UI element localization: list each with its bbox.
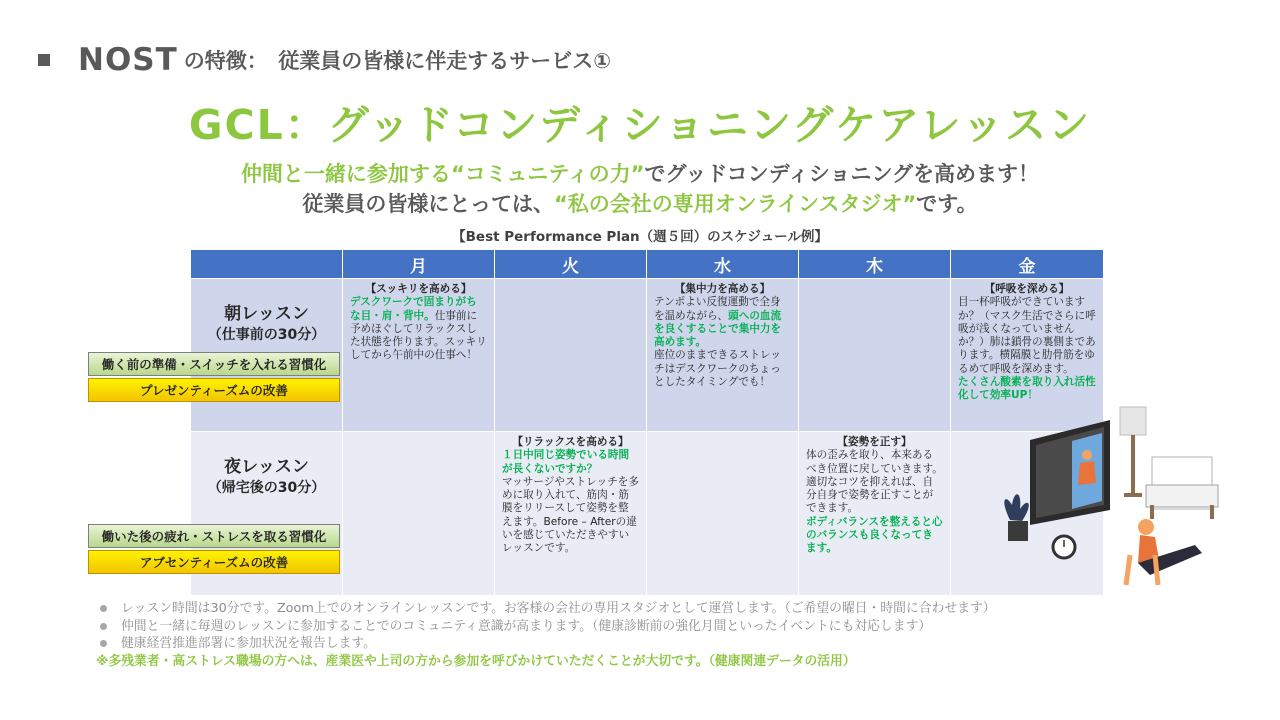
- subtitle-line-2: [0, 188, 1280, 218]
- header-corner: [191, 250, 343, 279]
- subtitle-1a: 仲間と一緒に参加する: [240, 162, 451, 186]
- cell-text: テンポよい反復運動で全身を温めながら、: [654, 296, 781, 322]
- cell-heading: 【リラックスを高める】: [512, 436, 629, 448]
- chair-leg: [1210, 505, 1214, 519]
- instructor-head: [1082, 450, 1092, 460]
- schedule-caption: 【Best Performance Plan（週５回）のスケジュール例】: [452, 229, 828, 245]
- day-header-fri: 金: [951, 250, 1104, 279]
- cell-heading: 【姿勢を正す】: [837, 436, 912, 448]
- cell-text: 目一杯呼吸ができていますか？（マスク生活でさらに呼吸が浅くなっていませんか？）肺は鎖骨の裏側まであります。横隔膜と肋骨筋をゆるめて呼吸を深めます。: [958, 296, 1096, 375]
- cell-highlight: １日中同じ姿勢でいる時間が長くないですか？: [502, 449, 630, 475]
- notes-list: [96, 600, 996, 670]
- evening-sub: （帰宅後の30分）: [207, 480, 326, 496]
- list-item: [96, 635, 996, 653]
- list-item: [96, 618, 996, 636]
- lamp-base: [1124, 493, 1142, 497]
- list-item: [96, 600, 996, 618]
- subtitle-line-1: [0, 158, 1280, 188]
- cell-morning-tue: [495, 279, 647, 432]
- lamp-pole: [1131, 435, 1135, 495]
- cell-heading: 【集中力を高める】: [674, 283, 771, 295]
- chair-seat: [1146, 485, 1218, 507]
- cell-morning-mon: [343, 279, 495, 432]
- cell-heading: 【スッキリを高める】: [365, 283, 472, 295]
- subtitle-2c: です。: [916, 192, 978, 216]
- header-text: の特徴： 従業員の皆様に伴走するサービス①: [183, 49, 612, 73]
- plant-leaves: [1004, 494, 1028, 521]
- bullet-square-icon: [38, 54, 50, 66]
- instructor-body: [1078, 461, 1096, 485]
- cell-highlight: 頭への血流を良くすることで集中力を高めます。: [654, 309, 782, 349]
- day-header-wed: 水: [647, 250, 799, 279]
- note-emphasis: ※多残業者・高ストレス職場の方へは、産業医や上司の方から参加を呼びかけていただくことが大切です。（健康関連データの活用）: [96, 653, 856, 669]
- cell-text: 座位のままできるストレッチはデスクワークのちょっとしたタイミングでも！: [654, 349, 782, 389]
- cell-evening-wed: [647, 432, 799, 596]
- day-header-tue: 火: [495, 250, 647, 279]
- subtitle-2b: “私の会社の専用オンラインスタジオ”: [553, 192, 917, 216]
- tag-morning-habit: 働く前の準備・スイッチを入れる習慣化: [88, 352, 340, 376]
- note-text: 仲間と一緒に毎週のレッスンに参加することでのコミュニティ意識が高まります。（健康診断前の強化月間といったイベントにも対応します）: [121, 618, 932, 634]
- woman-head: [1138, 519, 1154, 535]
- tag-morning-improvement: プレゼンティーズムの改善: [88, 378, 340, 402]
- subtitle-1b: “コミュニティの力”: [450, 162, 645, 186]
- day-header-thu: 木: [799, 250, 951, 279]
- chair-leg: [1150, 505, 1154, 519]
- home-workout-illustration: [990, 405, 1230, 600]
- subtitle-2a: 従業員の皆様にとっては、: [302, 192, 554, 216]
- note-text: 健康経営推進部署に参加状況を報告します。: [121, 636, 376, 651]
- cell-text: 仕事前に予めほぐしてリラックスした状態を作ります。スッキリしてから午前中の仕事へ！: [350, 309, 487, 362]
- cell-evening-mon: [343, 432, 495, 596]
- cell-highlight: ボディバランスを整えると心のバランスも良くなってきます。: [806, 515, 943, 555]
- tag-evening-improvement: アブセンティーズムの改善: [88, 550, 340, 574]
- cell-heading: 【呼吸を深める】: [984, 283, 1070, 295]
- evening-title: 夜レッスン: [224, 457, 309, 477]
- cell-text: マッサージやストレッチを多めに取り入れて、筋肉・筋膜をリリースして姿勢を整えます。Before – Afterの違いを感じていただきやすいレッスンです。: [502, 475, 639, 555]
- note-text: レッスン時間は30分です。Zoom上でのオンラインレッスンです。お客様の会社の専用スタジオとして運営します。（ご希望の曜日・時間に合わせます）: [121, 601, 996, 616]
- cell-evening-thu: [799, 432, 951, 596]
- slide-header: [38, 40, 611, 80]
- morning-title: 朝レッスン: [224, 304, 309, 324]
- cell-evening-tue: [495, 432, 647, 596]
- day-header-mon: 月: [343, 250, 495, 279]
- plant-pot: [1008, 521, 1028, 541]
- cell-highlight: デスクワークで固まりがちな目・肩・背中。: [350, 296, 477, 322]
- subtitle-1c: でグッドコンディショニングを高めます！: [644, 162, 1040, 186]
- cell-text: 体の歪みを取り、本来あるべき位置に戻していきます。適切なコツを抑えれば、自分自身で姿勢を正すことができます。: [806, 449, 943, 515]
- table-header-row: [191, 250, 1104, 279]
- lamp-shade: [1120, 407, 1146, 435]
- bullet-dot-icon: [100, 623, 107, 630]
- woman-arm: [1126, 555, 1130, 585]
- bullet-dot-icon: [100, 640, 107, 647]
- bullet-dot-icon: [100, 605, 107, 612]
- cell-morning-wed: [647, 279, 799, 432]
- cell-morning-thu: [799, 279, 951, 432]
- tag-evening-habit: 働いた後の疲れ・ストレスを取る習慣化: [88, 524, 340, 548]
- cell-highlight: たくさん酸素を取り入れ活性化して効率UP！: [958, 376, 1096, 402]
- page-title: GCL：グッドコンディショニングケアレッスン: [188, 101, 1092, 149]
- woman-arm: [1155, 555, 1158, 585]
- brand-name: NOST: [78, 42, 178, 78]
- morning-sub: （仕事前の30分）: [207, 327, 326, 343]
